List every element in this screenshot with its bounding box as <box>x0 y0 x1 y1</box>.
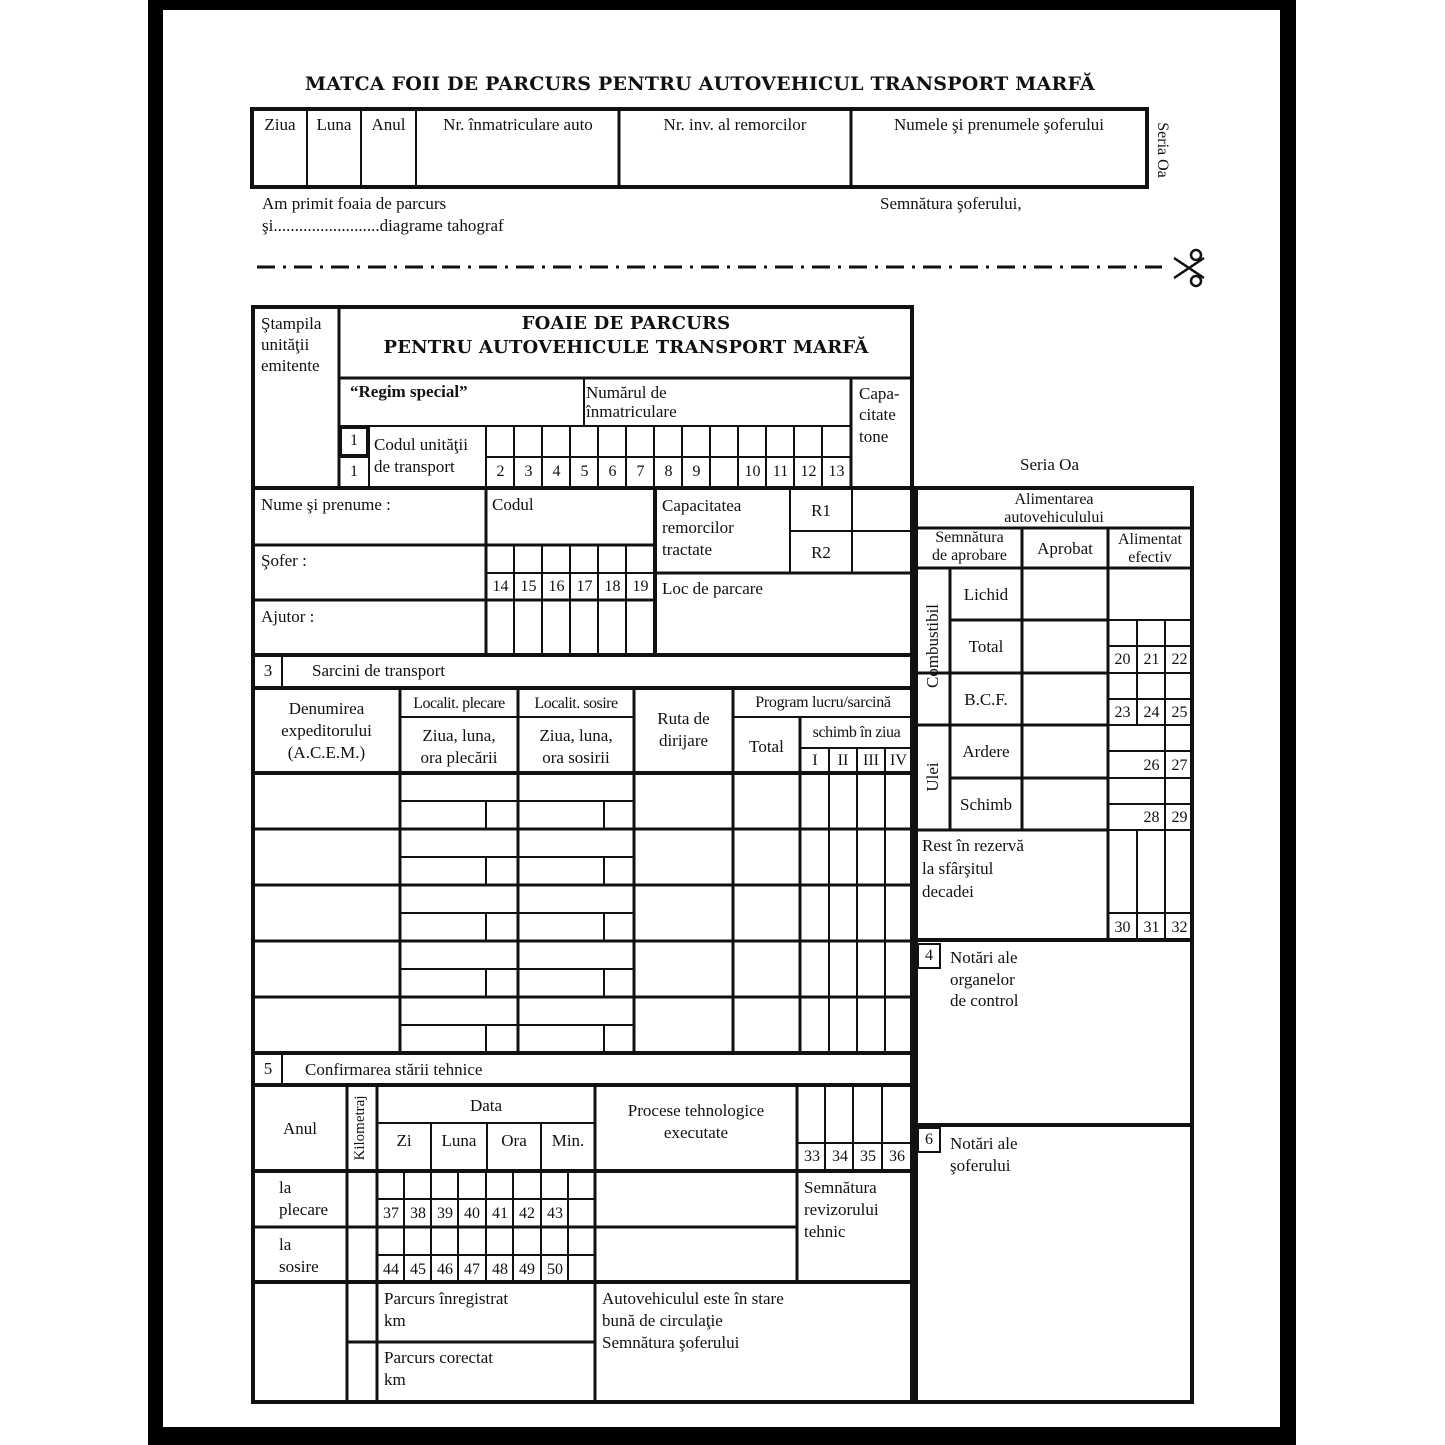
cell-number: 10 <box>744 463 761 480</box>
col-nr-inv-remorci: Nr. inv. al remorcilor <box>663 115 807 134</box>
codul-label: Codul <box>492 495 534 514</box>
total-comb-label: Total <box>968 637 1004 656</box>
cell-number: 38 <box>410 1205 426 1222</box>
cell-number: 2 <box>496 463 505 480</box>
procese-2: executate <box>663 1123 729 1142</box>
stare-buna-2: bună de circulaţie <box>602 1311 723 1330</box>
semnatura-aprobare-2: de aprobare <box>931 547 1008 564</box>
section-number: 3 <box>263 661 273 680</box>
col-nr-inmatriculare: Nr. înmatriculare auto <box>443 115 593 134</box>
parcurs-corectat-2: km <box>384 1370 406 1389</box>
cell-number: 39 <box>437 1205 453 1222</box>
cell-number: 9 <box>692 463 701 480</box>
cell-number: 36 <box>889 1148 905 1165</box>
cell-number: 22 <box>1171 651 1188 668</box>
stampila-line-2: unităţii <box>261 335 310 354</box>
col-anul: Anul <box>371 115 406 134</box>
total-label: Total <box>749 737 784 756</box>
schimb-ulei-label: Schimb <box>960 795 1012 814</box>
section-number: 6 <box>925 1131 933 1148</box>
cell-number: 44 <box>383 1261 399 1278</box>
cell-number: 48 <box>492 1261 508 1278</box>
codul-unitatii-1: Codul unităţii <box>374 435 468 454</box>
cell-number: 12 <box>800 463 817 480</box>
cell-number: 32 <box>1171 919 1188 936</box>
confirmarea-title: Confirmarea stării tehnice <box>305 1060 483 1079</box>
bcf-label: B.C.F. <box>964 690 1008 709</box>
received-line-2: şi.........................diagrame tahograf <box>262 216 504 235</box>
zi-label: Zi <box>396 1131 412 1150</box>
numar-inmatriculare-1: Numărul de <box>586 383 667 402</box>
min-label: Min. <box>551 1131 585 1150</box>
cell-number: 42 <box>519 1205 535 1222</box>
schimb-in-ziua: schimb în ziua <box>812 724 901 741</box>
cell-number: 18 <box>604 578 621 595</box>
cell-number: 14 <box>492 578 509 595</box>
la-sosire-1: la <box>279 1235 292 1254</box>
cell-number: 27 <box>1171 757 1188 774</box>
scissors-icon <box>1174 250 1204 286</box>
ulei-label: Ulei <box>923 762 942 792</box>
col-ziua: Ziua <box>264 115 296 134</box>
parcurs-inregistrat-1: Parcurs înregistrat <box>384 1289 509 1308</box>
r2-label: R2 <box>811 543 831 562</box>
capacitate-2: citate <box>859 405 896 424</box>
la-plecare-1: la <box>279 1178 292 1197</box>
cell-number: 34 <box>832 1148 848 1165</box>
col-luna: Luna <box>316 115 352 134</box>
stare-buna-1: Autovehiculul este în stare <box>602 1289 784 1308</box>
combustibil-label: Combustibil <box>923 603 942 689</box>
notari-organe-3: de control <box>950 991 1019 1010</box>
ziua-plecarii-1: Ziua, luna, <box>422 726 496 745</box>
data-label: Data <box>469 1096 503 1115</box>
semnatura-aprobare-1: Semnătura <box>935 529 1004 546</box>
denumirea-2: expeditorului <box>281 721 372 740</box>
cell-number: 16 <box>548 578 565 595</box>
capacitatea-remorcilor-3: tractate <box>662 540 713 559</box>
cell-number: 3 <box>524 463 533 480</box>
cell-number: 43 <box>547 1205 563 1222</box>
section-number: 1 <box>350 432 358 449</box>
notari-organe-2: organelor <box>950 970 1015 989</box>
cell-number: 11 <box>772 463 789 480</box>
schimb-IV: IV <box>890 752 907 769</box>
stampila-line-3: emitente <box>261 356 320 375</box>
cell-number: 19 <box>632 578 649 595</box>
cell-number: 13 <box>828 463 845 480</box>
lichid-label: Lichid <box>963 585 1009 604</box>
sarcini-title: Sarcini de transport <box>312 661 446 680</box>
capacitate-1: Capa- <box>859 384 900 403</box>
matca-serie: Seria Oa <box>1154 122 1171 178</box>
parcurs-inregistrat-2: km <box>384 1311 406 1330</box>
cell-number: 45 <box>410 1261 426 1278</box>
ziua-sosirii-2: ora sosirii <box>542 748 610 767</box>
cell-number: 29 <box>1171 809 1188 826</box>
anul-label: Anul <box>283 1119 317 1138</box>
schimb-I: I <box>812 752 818 769</box>
received-line-1: Am primit foaia de parcurs <box>262 194 447 213</box>
matca-title: MATCA FOII DE PARCURS PENTRU AUTOVEHICUL TRANSPORT MARFĂ <box>305 73 1095 95</box>
rest-1: Rest în rezervă <box>922 836 1024 855</box>
col-numele-soferului: Numele şi prenumele şoferului <box>893 115 1105 134</box>
cell-number: 25 <box>1171 704 1188 721</box>
ruta-2: dirijare <box>658 731 709 750</box>
capacitatea-remorcilor-1: Capacitatea <box>662 496 742 515</box>
parcurs-corectat-1: Parcurs corectat <box>384 1348 494 1367</box>
capacitatea-remorcilor-2: remorcilor <box>662 518 734 537</box>
alimentarea-1: Alimentarea <box>1014 491 1094 508</box>
cell-number: 15 <box>520 578 537 595</box>
form-title-2: PENTRU AUTOVEHICULE TRANSPORT MARFĂ <box>383 337 869 358</box>
cell-number: 35 <box>860 1148 876 1165</box>
rest-3: decadei <box>922 882 974 901</box>
cell-number: 8 <box>664 463 673 480</box>
notari-organe-1: Notări ale <box>950 948 1018 967</box>
capacitate-3: tone <box>859 427 889 446</box>
cell-number: 33 <box>804 1148 820 1165</box>
cell-number: 26 <box>1143 757 1160 774</box>
cell-number: 17 <box>576 578 593 595</box>
la-sosire-2: sosire <box>279 1257 319 1276</box>
notari-sofer-2: şoferului <box>950 1156 1011 1175</box>
cell-number: 5 <box>580 463 589 480</box>
cell-number: 21 <box>1143 651 1160 668</box>
cell-number: 40 <box>464 1205 480 1222</box>
la-plecare-2: plecare <box>279 1200 329 1219</box>
procese-1: Procese tehnologice <box>627 1101 765 1120</box>
luna-label: Luna <box>441 1131 477 1150</box>
form-title-1: FOAIE DE PARCURS <box>521 313 731 334</box>
stare-buna-3: Semnătura şoferului <box>602 1333 740 1352</box>
denumirea-1: Denumirea <box>288 699 365 718</box>
cell-number: 30 <box>1114 919 1131 936</box>
alimentarea-2: autovehiculului <box>1004 509 1104 526</box>
section-number: 1 <box>350 463 358 480</box>
cell-number: 47 <box>464 1261 480 1278</box>
revizor-3: tehnic <box>804 1222 846 1241</box>
section-number: 4 <box>925 947 933 964</box>
localit-plecare: Localit. plecare <box>413 695 505 712</box>
schimb-III: III <box>863 752 879 769</box>
regim-special: “Regim special” <box>350 382 468 401</box>
aprobat-label: Aprobat <box>1037 539 1093 558</box>
cell-number: 28 <box>1143 809 1160 826</box>
cell-number: 23 <box>1114 704 1131 721</box>
form-serie: Seria Oa <box>1020 455 1080 474</box>
program-lucru: Program lucru/sarcină <box>755 694 891 711</box>
stampila-line-1: Ştampila <box>261 314 322 333</box>
ruta-1: Ruta de <box>657 709 710 728</box>
alimentat-2: efectiv <box>1128 549 1172 566</box>
cell-number: 20 <box>1114 651 1131 668</box>
cell-number: 4 <box>552 463 561 480</box>
revizor-1: Semnătura <box>804 1178 877 1197</box>
ziua-sosirii-1: Ziua, luna, <box>539 726 613 745</box>
ora-label: Ora <box>501 1131 527 1150</box>
notari-sofer-1: Notări ale <box>950 1134 1018 1153</box>
kilometraj-label: Kilometraj <box>352 1095 368 1161</box>
rest-2: la sfârşitul <box>922 859 994 878</box>
schimb-II: II <box>837 752 849 769</box>
numar-inmatriculare-2: înmatriculare <box>586 402 677 421</box>
driver-signature-label: Semnătura şoferului, <box>880 194 1022 213</box>
denumirea-3: (A.C.E.M.) <box>287 743 366 762</box>
loc-parcare-label: Loc de parcare <box>662 579 763 598</box>
cell-number: 31 <box>1143 919 1160 936</box>
ziua-plecarii-2: ora plecării <box>420 748 498 767</box>
cell-number: 37 <box>383 1205 399 1222</box>
localit-sosire: Localit. sosire <box>534 695 618 712</box>
cell-number: 24 <box>1143 704 1160 721</box>
cell-number: 46 <box>437 1261 453 1278</box>
cell-number: 41 <box>492 1205 508 1222</box>
cell-number: 7 <box>636 463 645 480</box>
cell-number: 49 <box>519 1261 535 1278</box>
r1-label: R1 <box>811 501 831 520</box>
sofer-label: Şofer : <box>261 551 307 570</box>
alimentat-1: Alimentat <box>1118 531 1182 548</box>
cell-number: 6 <box>608 463 617 480</box>
cell-number: 50 <box>547 1261 563 1278</box>
ardere-label: Ardere <box>962 742 1010 761</box>
nume-prenume-label: Nume şi prenume : <box>261 495 391 514</box>
ajutor-label: Ajutor : <box>261 607 315 626</box>
codul-unitatii-2: de transport <box>374 457 455 476</box>
revizor-2: revizorului <box>804 1200 879 1219</box>
section-number: 5 <box>263 1059 273 1078</box>
